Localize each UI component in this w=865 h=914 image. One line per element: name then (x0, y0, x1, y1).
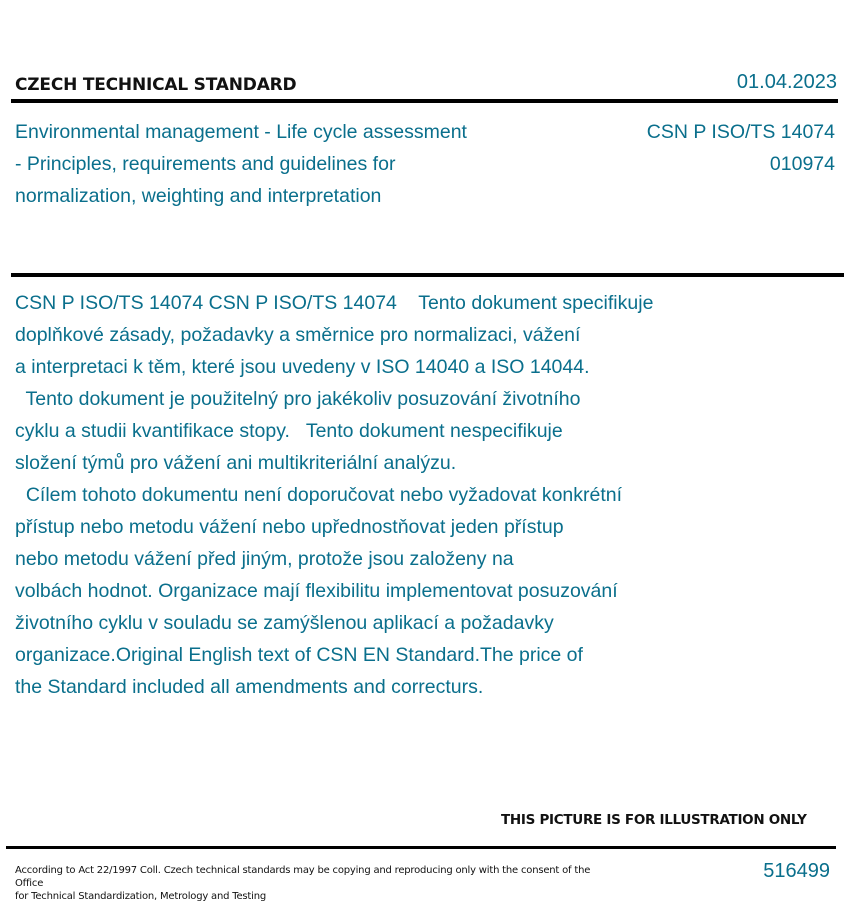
header-label: CZECH TECHNICAL STANDARD (15, 75, 297, 95)
abstract-line: přístup nebo metodu vážení nebo upřednostňovat jeden přístup (15, 516, 564, 538)
abstract-line: doplňkové zásady, požadavky a směrnice pro normalizaci, vážení (15, 324, 581, 346)
standard-codes (647, 116, 835, 180)
section-rule (11, 273, 844, 277)
abstract-line: CSN P ISO/TS 14074 CSN P ISO/TS 14074 Tento dokument specifikuje (15, 292, 654, 314)
legal-notice (15, 864, 595, 903)
abstract-line: složení týmů pro vážení ani multikriteriální analýzu. (15, 452, 457, 474)
abstract-line: volbách hodnot. Organizace mají flexibilitu implementovat posuzování (15, 580, 618, 602)
header-rule (11, 99, 838, 103)
footer-rule (6, 846, 836, 849)
standard-number: 010974 (769, 153, 835, 175)
title-line: normalization, weighting and interpretation (15, 185, 382, 207)
abstract-line: životního cyklu v souladu se zamýšlenou aplikací a požadavky (15, 612, 554, 634)
illustration-note: THIS PICTURE IS FOR ILLUSTRATION ONLY (501, 812, 807, 828)
abstract-line: cyklu a studii kvantifikace stopy. Tento dokument nespecifikuje (15, 420, 563, 442)
legal-line: for Technical Standardization, Metrology and Testing (15, 891, 266, 902)
document-id: 516499 (763, 860, 830, 882)
abstract-line: the Standard included all amendments and correcturs. (15, 676, 484, 698)
abstract (15, 287, 735, 703)
abstract-line: organizace.Original English text of CSN EN Standard.The price of (15, 644, 583, 666)
title-line: - Principles, requirements and guidelines for (15, 153, 396, 175)
abstract-line: nebo metodu vážení před jiným, protože jsou založeny na (15, 548, 514, 570)
publication-date: 01.04.2023 (736, 71, 837, 93)
abstract-line: Cílem tohoto dokumentu není doporučovat nebo vyžadovat konkrétní (15, 484, 623, 506)
legal-line: According to Act 22/1997 Coll. Czech technical standards may be copying and reproducing only with the consent of the Office (15, 865, 591, 889)
abstract-line: a interpretaci k těm, které jsou uvedeny v ISO 14040 a ISO 14044. (15, 356, 590, 378)
abstract-line: Tento dokument je použitelný pro jakékoliv posuzování životního (15, 388, 581, 410)
title-line: Environmental management - Life cycle assessment (15, 121, 467, 143)
standard-title (15, 116, 535, 212)
standard-code: CSN P ISO/TS 14074 (646, 121, 835, 143)
